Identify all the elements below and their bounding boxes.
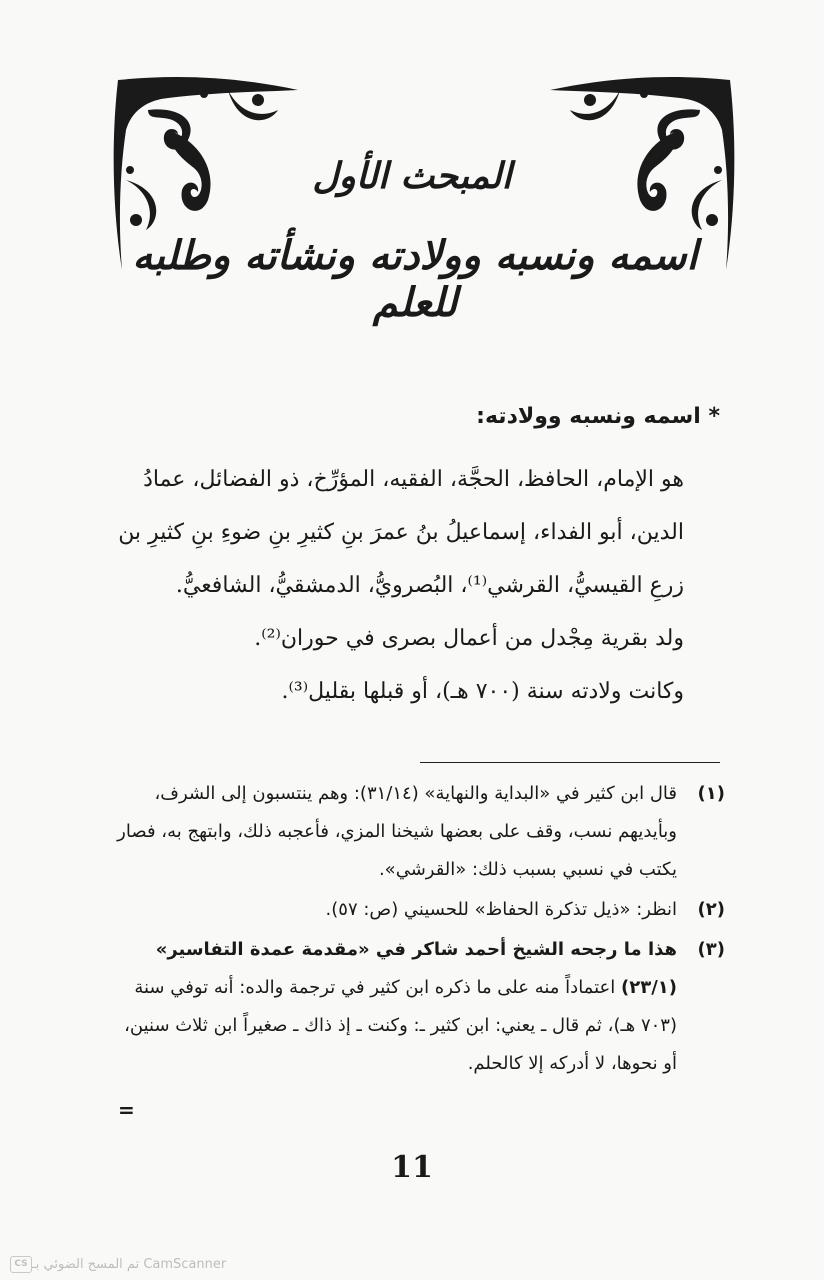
footnote-2 bbox=[105, 891, 725, 929]
paragraph-birthplace: ولد بقرية مِجْدل من أعمال بصرى في حوران⁽²⁾. bbox=[254, 626, 684, 651]
continuation-mark: = bbox=[118, 1098, 135, 1122]
footnote-text: قال ابن كثير في «البداية والنهاية» (٣١/١٤): وهم ينتسبون إلى الشرف، وبأيديهم نسب، وقف على بعضها شيخنا المزي، فأعجبه ذلك، وابتهج به، فصار يكتب في نسبي بسبب ذلك: «القرشي». bbox=[117, 783, 677, 880]
footnote-1 bbox=[105, 775, 725, 889]
paragraph-birth-year: وكانت ولادته سنة (٧٠٠ هـ)، أو قبلها بقليل⁽³⁾. bbox=[281, 679, 684, 704]
footnote-number: (٣) bbox=[697, 939, 725, 960]
chapter-subtitle: اسمه ونسبه وولادته ونشأته وطلبه للعلم bbox=[132, 232, 698, 326]
scanner-watermark bbox=[6, 1255, 226, 1273]
footnote-continuation: اعتماداً منه على ما ذكره ابن كثير في ترجمة والده: أنه توفي سنة (٧٠٣ هـ)، ثم قال ـ يعني: ابن كثير ـ: وكنت ـ إذ ذاك ـ صغيراً ابن ثلاث سنين، أو نحوها، لا أدركه إلا كالحلم. bbox=[124, 977, 677, 1074]
main-text bbox=[110, 390, 720, 718]
scanner-watermark-text: تم المسح الضوئي بـ CamScanner bbox=[32, 1256, 227, 1272]
footnote-divider bbox=[420, 762, 720, 763]
page-number: 11 bbox=[391, 1150, 433, 1185]
footnote-text: انظر: «ذيل تذكرة الحفاظ» للحسيني (ص: ٥٧). bbox=[325, 899, 677, 920]
footnotes bbox=[105, 775, 725, 1085]
footnote-3 bbox=[105, 931, 725, 1083]
section-heading: * اسمه ونسبه وولادته: bbox=[476, 404, 720, 429]
section-title: المبحث الأول bbox=[312, 155, 512, 197]
footnote-text bbox=[105, 931, 677, 1083]
footnote-number: (١) bbox=[697, 783, 725, 804]
camscanner-logo-icon: CS bbox=[10, 1256, 32, 1273]
footnote-number: (٢) bbox=[697, 899, 725, 920]
paragraph-name-lineage: هو الإمام، الحافظ، الحجَّة، الفقيه، المؤرِّخ، ذو الفضائل، عمادُ الدين، أبو الفداء، إسماعيلُ بنُ عمرَ بنِ كثيرِ بنِ ضوءِ بنِ كثيرِ بن زرعِ القيسيُّ، القرشي⁽¹⁾، البُصرويُّ، الدمشقيُّ، الشافعيُّ. bbox=[118, 467, 684, 598]
footnote-lead: هذا ما رجحه الشيخ أحمد شاكر في «مقدمة عمدة التفاسير» (٢٣/١) bbox=[155, 939, 677, 998]
